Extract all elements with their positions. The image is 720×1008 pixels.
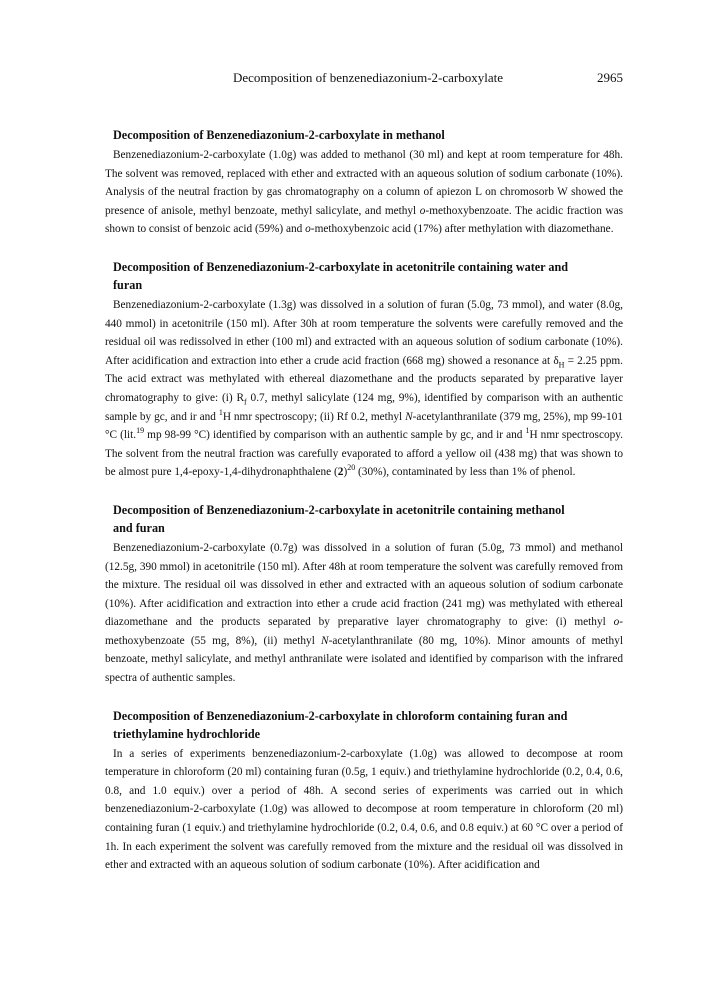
section-acetonitrile-methanol-furan	[105, 501, 623, 688]
section-paragraph: In a series of experiments benzenediazonium-2-carboxylate (1.0g) was allowed to decompose at room temperature in chloroform (20 ml) containing furan (0.5g, 1 equiv.) and triethylamine hydrochloride (0.2, 0.4, 0.6, 0.8, and 1.0 equiv.) over a period of 48h. A second series of experiments was carried out in which benzenediazonium-2-carboxylate (1.0g) was allowed to decompose at room temperature in chloroform (20 ml) containing furan (1 equiv.) and triethylamine hydrochloride (0.2, 0.4, 0.6, and 0.8 equiv.) at 60 °C over a period of 1h. In each experiment the solvent was carefully removed from the mixture and the residual oil was dissolved in ether and extracted with an aqueous solution of sodium carbonate (10%). After acidification and	[105, 747, 623, 872]
article-body	[105, 126, 623, 894]
section-paragraph: Benzenediazonium-2-carboxylate (0.7g) was dissolved in a solution of furan (5.0g, 73 mmol) and methanol (12.5g, 390 mmol) in acetonitrile (150 ml). After 48h at room temperature the solvent was carefully removed from the mixture. The residual oil was dissolved in ether and extracted with an aqueous solution of sodium carbonate (10%). After acidification and extraction into ether a crude acid fraction (241 mg) was methylated with ethereal diazomethane and the products separated by preparative layer chromatography to give: (i) methyl o-methoxybenzoate (55 mg, 8%), (ii) methyl N-acetylanthranilate (80 mg, 10%). Minor amounts of methyl benzoate, methyl salicylate, and methyl anthranilate were isolated and identified by comparison with the infrared spectra of authentic samples.	[105, 541, 623, 685]
section-paragraph: Benzenediazonium-2-carboxylate (1.3g) was dissolved in a solution of furan (5.0g, 73 mmol), and water (8.0g, 440 mmol) in acetonitrile (150 ml). After 30h at room temperature the solvents were carefully removed and the residual oil was redissolved in ether (100 ml) and extracted with an aqueous solution of sodium carbonate (10%). After acidification and extraction into ether a crude acid fraction (668 mg) showed a resonance at $\delta_H = 2.25$ ppm. The acid extract was methylated with ethereal diazomethane and the products separated by preparative layer chromatography to give: (i) $R_f$ 0.7, methyl salicylate (124 mg, 9%), identified by comparison with an authentic sample by gc, and ir and $^1$H nmr spectroscopy; (ii) Rf 0.2, methyl N-acetylanthranilate (379 mg, 25%), mp 99-101 °C (lit.$^{19}$ mp 98-99 °C) identified by comparison with an authentic sample by gc, and ir and $^1$H nmr spectroscopy. The solvent from the neutral fraction was carefully evaporated to afford a yellow oil (438 mg) that was shown to be almost pure 1,4-epoxy-1,4-dihydronaphthalene $(2)^{20}$ (30%), contaminated by less than 1% of phenol.	[105, 298, 623, 479]
section-acetonitrile-water-furan	[105, 258, 623, 482]
section-methanol	[105, 126, 623, 239]
section-chloroform-furan-triethylamine	[105, 707, 623, 875]
section-heading: Decomposition of Benzenediazonium-2-carboxylate in acetonitrile containing water and furan	[113, 259, 569, 292]
section-paragraph: Benzenediazonium-2-carboxylate (1.0g) was added to methanol (30 ml) and kept at room temperature for 48h. The solvent was removed, replaced with ether and extracted with an aqueous solution of sodium carbonate (10%). Analysis of the neutral fraction by gas chromatography on a column of apiezon L on chromosorb W showed the presence of anisole, methyl benzoate, methyl salicylate, and methyl o-methoxybenzoate. The acidic fraction was shown to consist of benzoic acid (59%) and o-methoxybenzoic acid (17%) after methylation with diazomethane.	[105, 149, 623, 236]
section-heading: Decomposition of Benzenediazonium-2-carboxylate in methanol	[113, 128, 445, 142]
page-number: 2965	[597, 70, 623, 85]
running-header	[113, 70, 623, 86]
running-title: Decomposition of benzenediazonium-2-carboxylate	[232, 70, 503, 85]
section-heading: Decomposition of Benzenediazonium-2-carboxylate in acetonitrile containing methanol and furan	[113, 502, 565, 535]
section-heading: Decomposition of Benzenediazonium-2-carboxylate in chloroform containing furan and triethylamine hydrochloride	[113, 708, 568, 741]
